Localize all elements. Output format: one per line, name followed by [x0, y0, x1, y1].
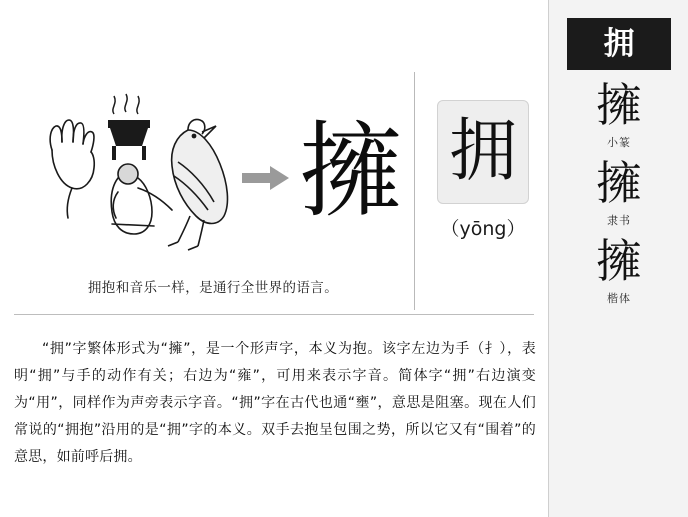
- script-variant-list: [549, 78, 688, 316]
- explanation-paragraph: “拥”字繁体形式为“擁”，是一个形声字，本义为抱。该字左边为手（扌），表明“拥”与手的动作有关；右边为“雍”，可用来表示字音。简体字“拥”右边演变为“用”，同样作为声旁表示字音。“拥”字在古代也通“壅”，意思是阻塞。现在人们常说的“拥抱”沿用的是“拥”字的本义。双手去抱呈包围之势，所以它又有“围着”的意思，如前呼后拥。: [14, 341, 536, 465]
- script-caption-regular: 楷体: [607, 292, 631, 305]
- sidebar-header: [567, 18, 671, 70]
- script-form-regular: 擁: [596, 234, 642, 288]
- horizontal-divider: [14, 314, 534, 315]
- modern-character: 拥: [448, 112, 517, 191]
- modern-character-card: [437, 100, 529, 204]
- illustration-area: [0, 14, 548, 310]
- vertical-divider: [414, 72, 415, 310]
- right-arrow-icon: [242, 166, 290, 190]
- script-form-clerical: 擁: [596, 156, 642, 210]
- sidebar: [548, 0, 688, 517]
- illustration-caption: 拥抱和音乐一样，是通行全世界的语言。: [87, 280, 339, 296]
- sidebar-header-character: 拥: [603, 25, 635, 62]
- pinyin-label: （yōng）: [440, 218, 526, 240]
- script-item-clerical[interactable]: [549, 156, 688, 228]
- script-item-seal[interactable]: [549, 78, 688, 150]
- ancient-pictograph-drawing: [38, 92, 238, 252]
- seal-script-large: 擁: [298, 110, 403, 232]
- script-caption-seal: 小篆: [607, 136, 631, 149]
- script-item-regular[interactable]: [549, 234, 688, 306]
- script-caption-clerical: 隶书: [607, 214, 631, 227]
- script-form-seal: 擁: [596, 78, 642, 132]
